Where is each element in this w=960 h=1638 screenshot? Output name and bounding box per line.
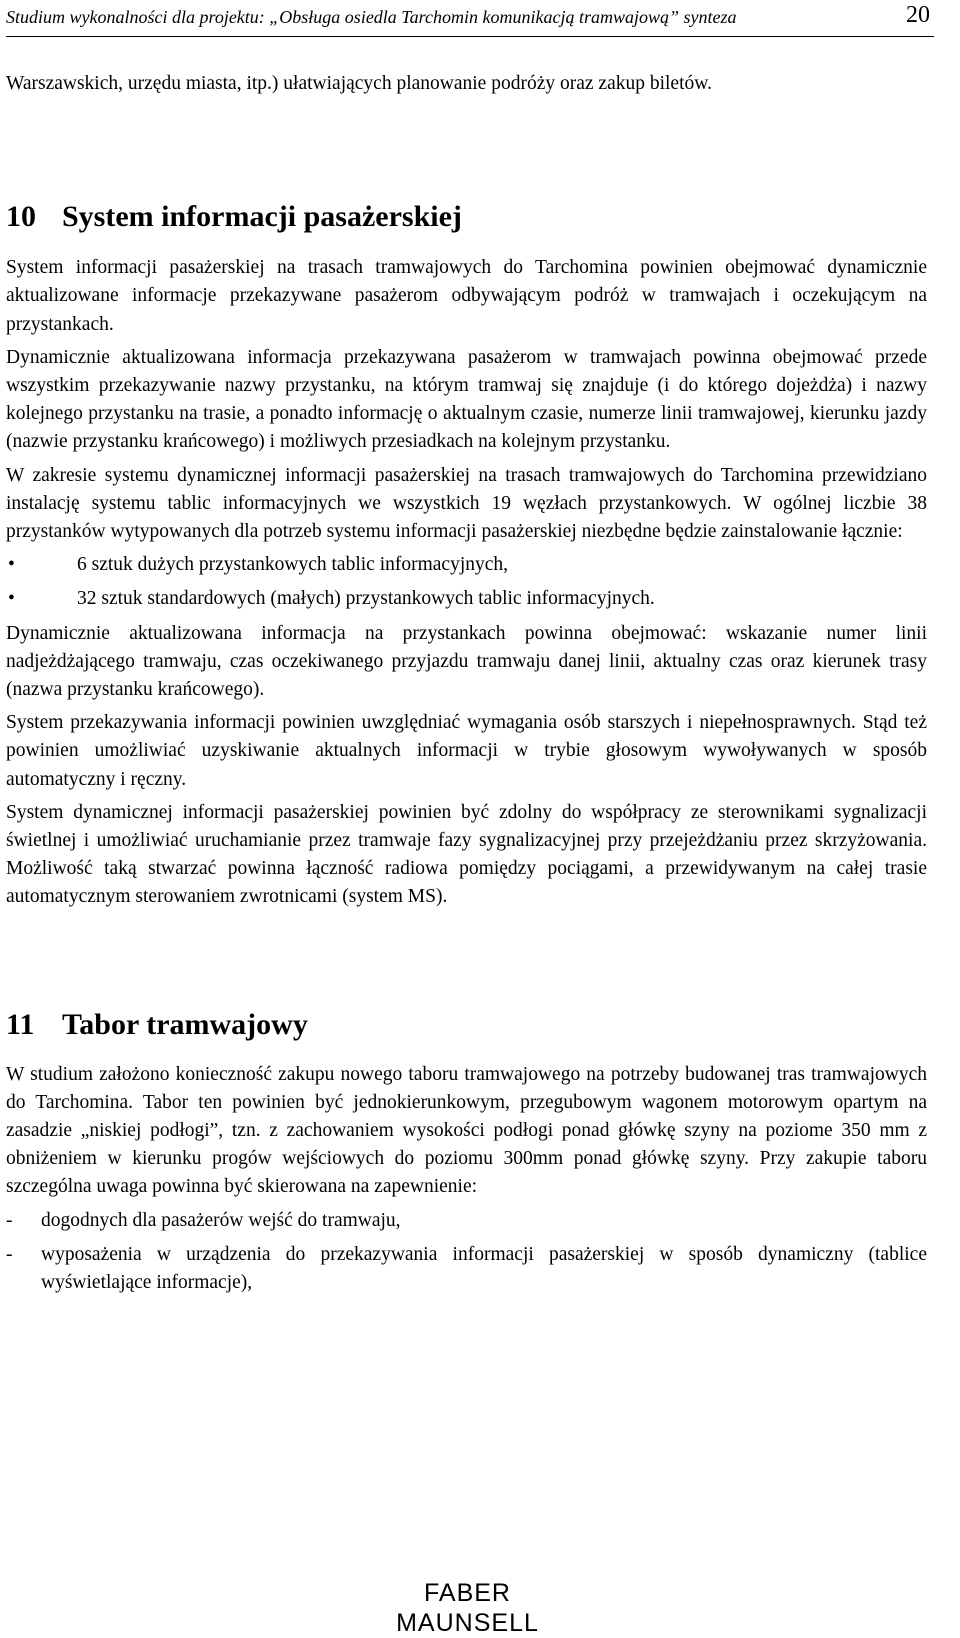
section-number: 10 [6,200,36,234]
section-heading-11 [6,1007,927,1043]
section-title: System informacji pasażerskiej [62,200,462,234]
list-item [6,1207,927,1235]
list-item-text: 6 sztuk dużych przystankowych tablic informacyjnych, [77,554,509,576]
list-item-text: dogodnych dla pasażerów wejść do tramwaju, [41,1209,401,1231]
list-item-text: 32 sztuk standardowych (małych) przystankowych tablic informacyjnych. [77,588,655,610]
section-number: 11 [6,1007,35,1041]
dash-mark: - [6,1209,13,1231]
list-item [6,1241,927,1297]
dash-list [6,1207,927,1298]
section-title: Tabor tramwajowy [62,1007,308,1041]
header-title: Studium wykonalności dla projektu: „Obsługa osiedla Tarchomin komunikacją tramwajową” synteza [6,7,737,27]
bullet-list [6,551,927,613]
list-item [6,585,927,613]
section-heading-10 [6,199,927,235]
paragraph: Dynamicznie aktualizowana informacja na przystankach powinna obejmować: wskazanie numer linii nadjeżdżającego tramwaju, czas oczekiwanego przyjazdu tramwaju danej linii, aktualny czas oraz kierunek trasy (nazwa przystanku krańcowego). [6,622,927,701]
dash-mark: - [6,1243,13,1265]
paragraph: W studium założono konieczność zakupu nowego taboru tramwajowego na potrzeby budowanej tras tramwajowych do Tarchomina. Tabor ten powinien być jednokierunkowym, przegubowym wagonem motorowym opartym na zasadzie „niskiej podłogi”, tzn. z zachowaniem wysokości podłogi ponad główkę szyny na poziome 350 mm z obniżeniem w kierunku progów wejściowych do poziomu 300mm ponad główkę szyny. Przy zakupie taboru szczególna uwaga powinna być skierowana na zapewnienie: [6,1063,927,1198]
paragraph: System informacji pasażerskiej na trasach tramwajowych do Tarchomina powinien obejmować dynamicznie aktualizowane informacje przekazywane pasażerom odbywającym podróż w tramwajach i oczekującym na przystankach. [6,257,927,335]
paragraph: System przekazywania informacji powinien uwzględniać wymagania osób starszych i niepełnosprawnych. Stąd też powinien umożliwiać uzyskiwanie aktualnych informacji w trybie głosowym wywoływanych w sposób automatyczny i ręczny. [6,712,927,790]
page-number: 20 [906,2,930,28]
bullet-mark: • [8,588,15,610]
bullet-mark: • [8,554,15,576]
paragraph: W zakresie systemu dynamicznej informacji pasażerskiej na trasach tramwajowych do Tarchomina przewidziano instalację systemu tablic informacyjnych we wszystkich 19 węzłach przystankowych. W ogólnej liczbie 38 przystanków wytypowanych dla potrzeb systemu informacji pasażerskiej niezbędne będzie zainstalowanie łącznie: [6,464,927,543]
company-logo: FABER MAUNSELL [396,1579,539,1637]
intro-paragraph: Warszawskich, urzędu miasta, itp.) ułatwiających planowanie podróży oraz zakup biletów. [6,73,712,94]
page-content [6,70,927,1303]
running-header [6,4,934,37]
paragraph: System dynamicznej informacji pasażerskiej powinien być zdolny do współpracy ze sterownikami sygnalizacji świetlnej i umożliwiać uruchamianie przez tramwaje fazy sygnalizacyjnej przy przejeżdżaniu przez skrzyżowania. Możliwość taką stwarzać powinna łączność radiowa pomiędzy pociągami, a przewidywanym na całej trasie automatycznym sterowaniem zwrotnicami (system MS). [6,801,927,908]
list-item [6,551,927,579]
paragraph: Dynamicznie aktualizowana informacja przekazywana pasażerom w tramwajach powinna obejmować przede wszystkim przekazywanie nazwy przystanku, na którym tramwaj się znajduje (i do którego dojeżdża) i nazwy kolejnego przystanku na trasie, a ponadto informację o aktualnym czasie, numerze linii tramwajowej, kierunku jazdy (nazwie przystanku krańcowego) i możliwych przesiadkach na kolejnym przystanku. [6,346,927,453]
list-item-text: wyposażenia w urządzenia do przekazywania informacji pasażerskiej w sposób dynamiczny (tablice wyświetlające informacje), [41,1243,927,1294]
